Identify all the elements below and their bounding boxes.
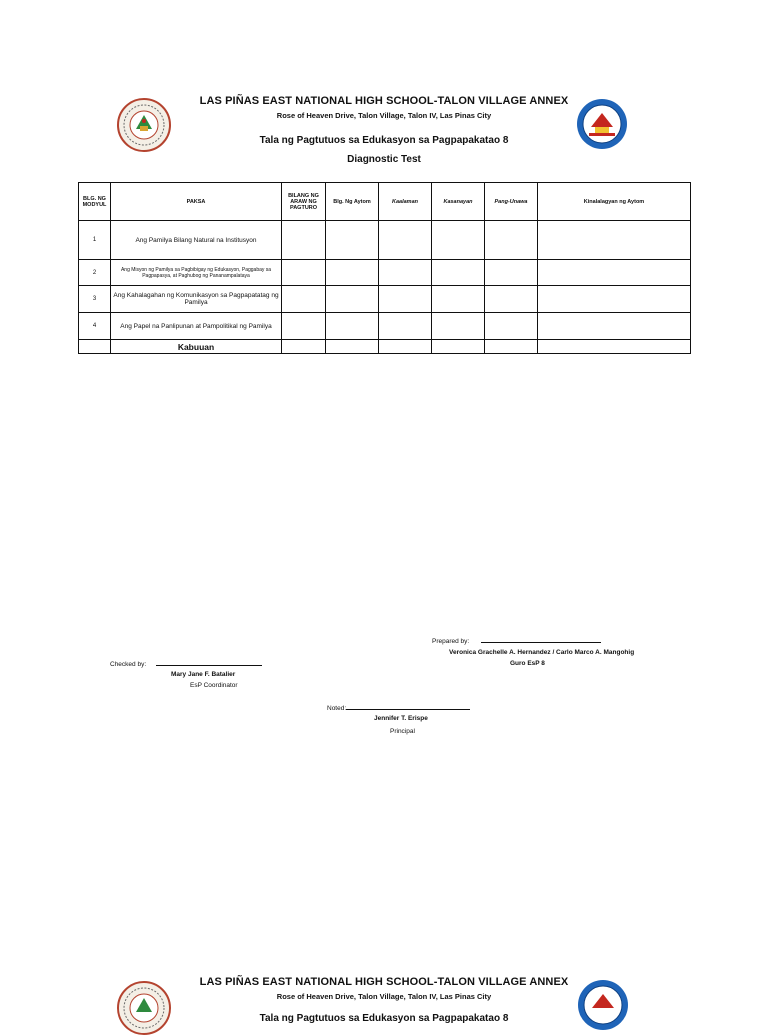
header-kinalalagyan: Kinalalagyan ng Aytom (538, 183, 691, 221)
document-title: Tala ng Pagtutuos sa Edukasyon sa Pagpapakatao 8 (259, 135, 509, 146)
noted-role: Principal (390, 728, 415, 735)
row-topic: Ang Pamilya Bilang Natural na Institusyon (111, 221, 282, 260)
document-subtitle: Diagnostic Test (347, 154, 421, 165)
school-address: Rose of Heaven Drive, Talon Village, Talon IV, Las Pinas City (276, 992, 492, 1001)
cell-empty (538, 260, 691, 286)
header-paksa: PAKSA (111, 183, 282, 221)
row-number: 3 (79, 286, 111, 313)
cell-empty (538, 313, 691, 340)
cell-empty (282, 260, 326, 286)
cell-empty (379, 221, 432, 260)
cell-empty (379, 260, 432, 286)
prepared-by-names: Veronica Grachelle A. Hernandez / Carlo Marco A. Mangohig (449, 649, 635, 656)
cell-empty (432, 340, 485, 354)
noted-name: Jennifer T. Erispe (374, 715, 428, 722)
cell-empty (432, 221, 485, 260)
header-blg-aytom: Blg. Ng Aytom (326, 183, 379, 221)
row-number: 2 (79, 260, 111, 286)
school-address: Rose of Heaven Drive, Talon Village, Talon IV, Las Pinas City (276, 111, 492, 120)
school-seal-icon (116, 980, 172, 1036)
checked-by-line (110, 659, 262, 668)
row-topic: Ang Misyon ng Pamilya sa Pagbibigay ng Edukasyon, Paggabay sa Pagpapasya, at Paghubog ng Pananampalataya (111, 260, 282, 286)
cell-empty (432, 286, 485, 313)
header-modyul: BLG. NG MODYUL (79, 183, 111, 221)
cell-empty (432, 260, 485, 286)
prepared-by-line (432, 636, 601, 645)
row-topic: Ang Kahalagahan ng Komunikasyon sa Pagpapatatag ng Pamilya (111, 286, 282, 313)
table-row (79, 260, 691, 286)
header-kaalaman: Kaalaman (379, 183, 432, 221)
cell-empty (485, 340, 538, 354)
header-kasanayan: Kasanayan (432, 183, 485, 221)
cell-empty (326, 313, 379, 340)
checked-by-name: Mary Jane F. Batalier (171, 671, 236, 678)
table-header-row (79, 183, 691, 221)
cell-empty (538, 340, 691, 354)
cell-empty (485, 286, 538, 313)
cell-empty (282, 313, 326, 340)
cell-empty (379, 286, 432, 313)
specification-table (78, 182, 691, 354)
cell-empty (282, 340, 326, 354)
cell-empty (485, 260, 538, 286)
cell-empty (282, 221, 326, 260)
row-number: 4 (79, 313, 111, 340)
school-name: LAS PIÑAS EAST NATIONAL HIGH SCHOOL-TALON VILLAGE ANNEX (199, 976, 569, 988)
table-row (79, 313, 691, 340)
checked-by-role: EsP Coordinator (190, 682, 238, 689)
document-title: Tala ng Pagtutuos sa Edukasyon sa Pagpapakatao 8 (259, 1013, 509, 1024)
cell-empty (538, 221, 691, 260)
cell-empty (485, 313, 538, 340)
noted-signature-line (346, 703, 470, 710)
cell-empty (326, 286, 379, 313)
header-pang-unawa: Pang-Unawa (485, 183, 538, 221)
table-row (79, 286, 691, 313)
cell-empty (432, 313, 485, 340)
cell-empty (379, 313, 432, 340)
cell-empty (79, 340, 111, 354)
prepared-signature-line (481, 636, 601, 643)
cell-empty (282, 286, 326, 313)
row-number: 1 (79, 221, 111, 260)
checked-signature-line (156, 659, 262, 666)
row-topic: Ang Papel na Panlipunan at Pampolitikal ng Pamilya (111, 313, 282, 340)
checked-by-label: Checked by: (110, 661, 147, 668)
noted-line (327, 703, 470, 712)
cell-empty (326, 340, 379, 354)
school-name: LAS PIÑAS EAST NATIONAL HIGH SCHOOL-TALON VILLAGE ANNEX (199, 95, 569, 107)
cell-empty (538, 286, 691, 313)
table-row (79, 221, 691, 260)
total-row (79, 340, 691, 354)
total-label: Kabuuan (111, 340, 282, 354)
cell-empty (485, 221, 538, 260)
cell-empty (326, 260, 379, 286)
prepared-by-role: Guro EsP 8 (510, 660, 545, 667)
cell-empty (326, 221, 379, 260)
prepared-by-label: Prepared by: (432, 638, 470, 645)
header-araw-ng-pagturo: BILANG NG ARAW NG PAGTURO (282, 183, 326, 221)
noted-label: Noted: (327, 705, 347, 712)
cell-empty (379, 340, 432, 354)
